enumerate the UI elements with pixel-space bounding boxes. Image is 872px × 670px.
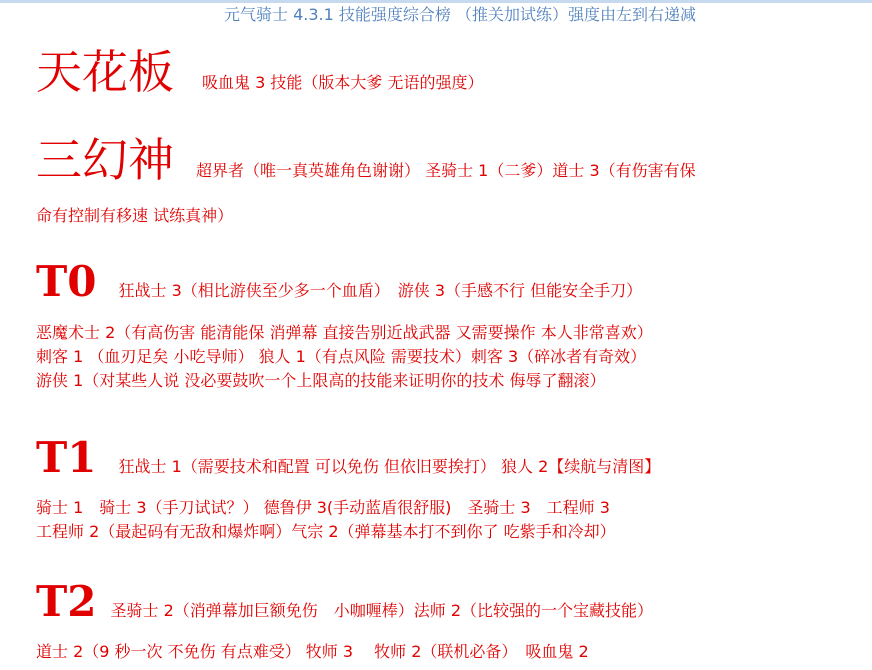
tier-label: T0 — [36, 257, 97, 306]
tier-label: T1 — [36, 433, 97, 482]
tier-heading-row — [36, 574, 866, 630]
tier-heading-row — [36, 430, 866, 486]
tier-label: T2 — [36, 577, 97, 626]
tier-line: 道士 2（9 秒一次 不免伤 有点难受） 牧师 3 牧师 2（联机必备） 吸血鬼 2 — [36, 642, 589, 661]
tier-t1 — [36, 430, 866, 486]
tier-t2-lines — [36, 640, 866, 664]
top-divider — [0, 0, 872, 3]
tier-line: 命有控制有移速 试练真神） — [36, 206, 234, 225]
tier-ceiling — [36, 44, 866, 100]
tier-inline-text: 圣骑士 2（消弹幕加巨额免伤 小咖喱棒）法师 2（比较强的一个宝藏技能） — [110, 601, 654, 620]
tier-heading-row — [36, 44, 866, 100]
tier-inline-text: 超界者（唯一真英雄角色谢谢） 圣骑士 1（二爹）道士 3（有伤害有保 — [196, 161, 696, 180]
tier-heading-row — [36, 254, 866, 310]
tier-three-gods — [36, 132, 866, 188]
tier-three-gods-lines — [36, 204, 866, 228]
tier-t0 — [36, 254, 866, 310]
tier-t1-lines — [36, 496, 866, 544]
tier-t0-lines — [36, 321, 866, 393]
tier-label: 天花板 — [36, 45, 174, 99]
tier-line: 恶魔术士 2（有高伤害 能清能保 消弹幕 直接告别近战武器 又需要操作 本人非常喜欢） — [36, 323, 653, 342]
tier-heading-row — [36, 132, 866, 188]
tier-t2 — [36, 574, 866, 630]
tier-line: 工程师 2（最起码有无敌和爆炸啊）气宗 2（弹幕基本打不到你了 吃紫手和冷却） — [36, 522, 616, 541]
tier-line: 刺客 1 （血刃足矣 小吃导师） 狼人 1（有点风险 需要技术）刺客 3（碎冰者有奇效） — [36, 347, 647, 366]
tier-line: 骑士 1 骑士 3（手刀试试？） 德鲁伊 3(手动蓝盾很舒服) 圣骑士 3 工程师 3 — [36, 498, 610, 517]
tier-inline-text: 狂战士 1（需要技术和配置 可以免伤 但依旧要挨打） 狼人 2【续航与清图】 — [118, 457, 661, 476]
tier-inline-text: 狂战士 3（相比游侠至少多一个血盾） 游侠 3（手感不行 但能安全手刀） — [118, 281, 643, 300]
tier-inline-text: 吸血鬼 3 技能（版本大爹 无语的强度） — [202, 73, 484, 92]
tier-line: 游侠 1（对某些人说 没必要鼓吹一个上限高的技能来证明你的技术 侮辱了翻滚） — [36, 371, 606, 390]
document-title: 元气骑士 4.3.1 技能强度综合榜 （推关加试练）强度由左到右递减 — [224, 5, 696, 24]
tier-label: 三幻神 — [36, 133, 174, 187]
